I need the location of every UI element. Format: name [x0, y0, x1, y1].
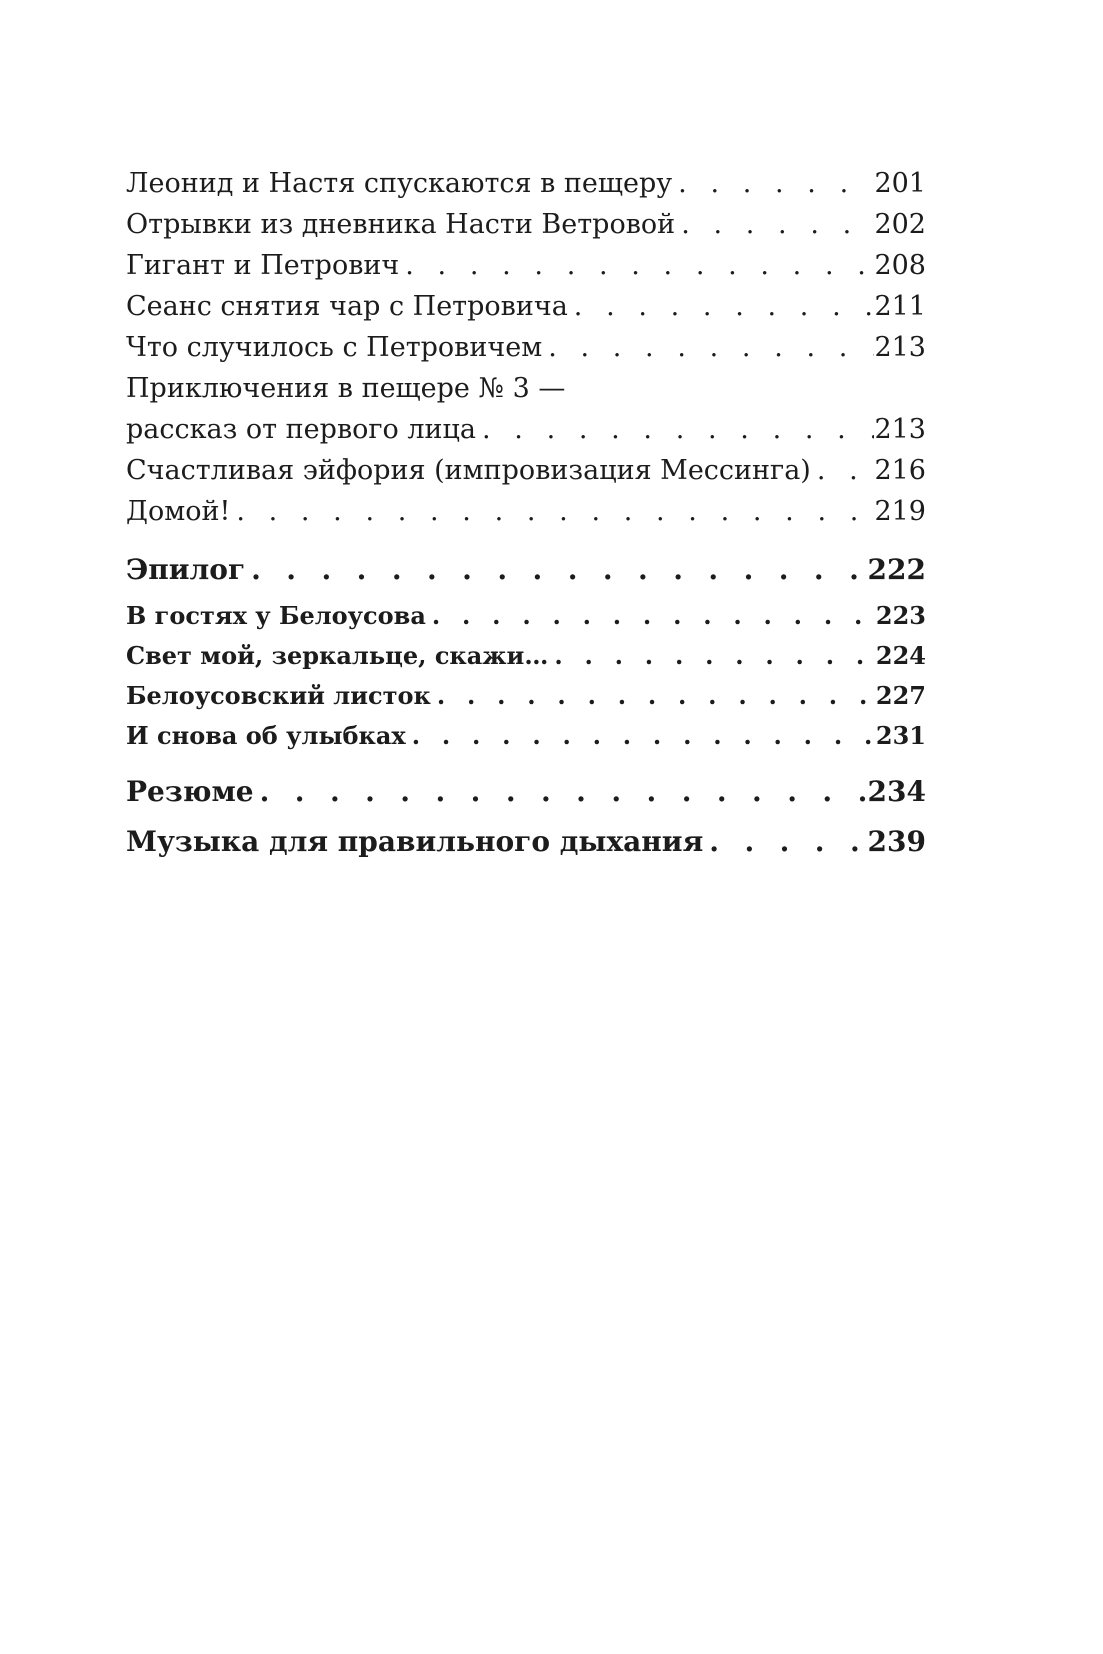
spacer [126, 756, 926, 768]
toc-section-resume[interactable] [126, 768, 926, 816]
toc-section-page: 239 [867, 825, 926, 858]
toc-entry[interactable] [126, 163, 926, 204]
toc-entry-title-line1: Приключения в пещере № 3 — [126, 373, 566, 404]
toc-section-title: Резюме [126, 775, 254, 808]
toc-subentry-title: Свет мой, зеркальце, скажи… [126, 641, 549, 670]
toc-subentry-page: 227 [875, 681, 926, 710]
toc-subentry-page: 224 [875, 641, 926, 670]
toc-subentry-title: И снова об улыбках [126, 721, 406, 750]
toc-entry-first-line[interactable] [126, 368, 926, 409]
dot-leader [254, 768, 868, 816]
dot-leader [568, 286, 875, 327]
dot-leader [406, 716, 876, 756]
toc-entry-page: 219 [874, 496, 926, 527]
toc-entry-page: 201 [874, 168, 926, 199]
toc-section-epilogue[interactable] [126, 546, 926, 594]
toc-subentry[interactable] [126, 676, 926, 716]
toc-entry-title: рассказ от первого лица [126, 414, 476, 445]
toc-section-title: Эпилог [126, 553, 246, 586]
toc-subentry[interactable] [126, 636, 926, 676]
toc-section-page: 222 [867, 553, 926, 586]
toc-entry-title: Счастливая эйфория (импровизация Мессинга) [126, 455, 811, 486]
toc-entry-page: 213 [874, 414, 926, 445]
dot-leader [230, 491, 874, 532]
toc-entry-page: 208 [874, 250, 926, 281]
toc-subentry-page: 223 [875, 601, 926, 630]
toc-section-page: 234 [867, 775, 926, 808]
toc-entry-page: 202 [874, 209, 926, 240]
toc-subentry-page: 231 [875, 721, 926, 750]
toc-entry-page: 216 [874, 455, 926, 486]
table-of-contents [126, 163, 926, 866]
toc-entry[interactable] [126, 491, 926, 532]
dot-leader [811, 450, 875, 491]
toc-entry[interactable] [126, 245, 926, 286]
toc-entry-title: Сеанс снятия чар с Петровича [126, 291, 568, 322]
toc-entry-title: Отрывки из дневника Насти Ветровой [126, 209, 676, 240]
toc-subentry[interactable] [126, 716, 926, 756]
toc-subentry-title: В гостях у Белоусова [126, 601, 426, 630]
dot-leader [476, 409, 874, 450]
toc-entry-title: Что случилось с Петровичем [126, 332, 543, 363]
dot-leader [426, 596, 876, 636]
toc-entry-title: Леонид и Настя спускаются в пещеру [126, 168, 673, 199]
toc-entry-page: 213 [874, 332, 926, 363]
toc-subentry[interactable] [126, 596, 926, 636]
toc-entry-title: Домой! [126, 496, 231, 527]
toc-entry[interactable] [126, 327, 926, 368]
dot-leader [675, 204, 874, 245]
toc-subentry-title: Белоусовский листок [126, 681, 431, 710]
toc-section-title: Музыка для правильного дыхания [126, 825, 704, 858]
dot-leader [703, 818, 867, 866]
dot-leader [399, 245, 874, 286]
toc-section-music[interactable] [126, 818, 926, 866]
dot-leader [245, 546, 867, 594]
toc-entry[interactable] [126, 450, 926, 491]
toc-entry[interactable] [126, 204, 926, 245]
dot-leader [548, 636, 876, 676]
toc-entry-title: Гигант и Петрович [126, 250, 400, 281]
spacer [126, 532, 926, 546]
dot-leader [672, 163, 874, 204]
dot-leader [431, 676, 876, 716]
toc-entry-page: 211 [874, 291, 926, 322]
dot-leader [542, 327, 874, 368]
toc-entry[interactable] [126, 286, 926, 327]
toc-entry[interactable] [126, 409, 926, 450]
